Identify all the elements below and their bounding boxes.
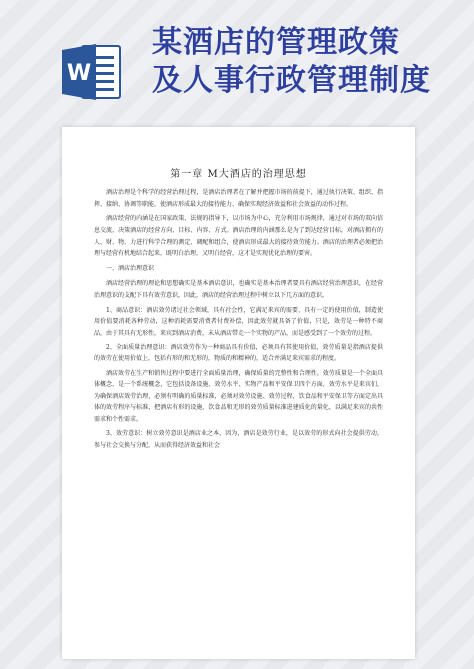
section-heading: 一、酒店治理意识 [106, 265, 155, 273]
paragraph: 酒店经营的内涵是在国家政策、法规的指导下，以市场为中心，充分利用市场规律，通过对市场的双向信息交流，决策酒店的经营方向、目标、内容、方式。酒店治理的内涵那么是为了到达经营目标，对酒店拥有的人、财、物、力进行科学合理的测定、调配和组合，使酒店形成最大的接待效劳能力。酒店的治理者必须把治理与经营有机地结合起来，既明白治理，又明白经营，这才是实现优化治理的要害。 [94, 215, 383, 258]
svg-text:W: W [66, 61, 92, 86]
paragraph: 3、效劳意识：树立效劳意识是酒店业之本，因为，酒店是效劳行业，是以效劳的形式向社会提供劳动，参与社会交换与分配，从而获得经济效益和社会 [94, 429, 383, 449]
paragraph: 酒店治理是个科学的经营治理过程，是酒店治理者在了解并把握市场的前提下，通过执行决策、组织、指挥、接纳、协调等职能，使酒店形成最大的接待能力、确保实现经济效益和社会效益的动作过程。 [94, 189, 383, 208]
document-page [62, 127, 415, 659]
paragraph: 酒店经营治理的理论和思想确实是基本酒店意识，也确实是基本治理者要具有酒店经营治理意识，在经营治理意识的支配下具有效劳意识，因此，酒店的经营治理过程中树立以下几方面的意识。 [94, 280, 383, 299]
page-title [152, 24, 462, 100]
title-line-1: 某酒店的管理政策 [152, 25, 400, 60]
paragraph: 酒店效劳在生产和销售过程中要进行全面质量治理，确保质量的完整性和合理性。效劳质量是一个全面具体概念，是一个系统概念，它包括设备设施、效劳水平、实物产品和平安保卫四个方面，效劳水平是来宾们，为确保酒店效劳治理，必须有明确的质量标准，必须对效劳设施、效劳过程，饮食品和平安保卫等方面定出具体的效劳程序与标准，把酒店有形的设施、饮食品和无形的效劳质量标准进建质化的量化，以满足来宾的共性需求和个性需求。 [94, 369, 383, 423]
paragraph: 1、商品意识：酒店效劳诸过社会领域，具有社会性，它满足来宾的需要，具有一定的使用价值，制造使用价值要消耗各种劳动，这种消耗需要消费者付费补偿，因此效劳就具备了价值，只是，效劳是一种特不商品，由于其具有无形性，来宾到酒店消费，未从酒店带走一个实物的产品，而是感受到了一个效劳的过程。 [94, 306, 383, 337]
document-title: 第一章 M大酒店的治理思想 [170, 169, 307, 180]
word-icon [60, 40, 124, 104]
document-body [94, 187, 383, 454]
title-line-2: 及人事行政管理制度 [152, 63, 431, 98]
header-banner [0, 0, 474, 120]
paragraph: 2、全面质量治理意识：酒店效劳作为一种商品具有价值，必须具有其使用价值，效劳质量是指酒店提供的效劳在使用价值上，包括有形的和无形的，物质的和精神的，适合并满足来宾需求的程度。 [94, 343, 383, 363]
